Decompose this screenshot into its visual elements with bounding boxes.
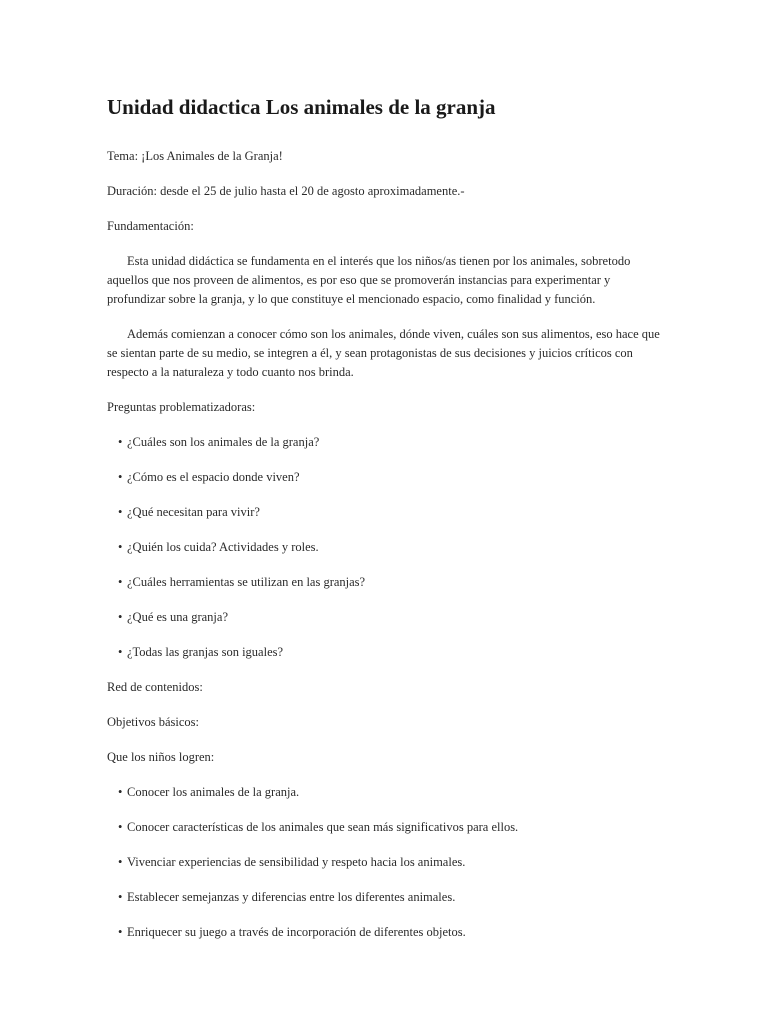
bullet-icon: • xyxy=(118,820,123,834)
list-item xyxy=(107,643,667,662)
list-item xyxy=(107,538,667,557)
pregunta-text: ¿Cómo es el espacio donde viven? xyxy=(127,470,300,484)
bullet-icon: • xyxy=(118,470,123,484)
list-item xyxy=(107,783,667,802)
bullet-icon: • xyxy=(118,925,123,939)
bullet-icon: • xyxy=(118,540,123,554)
pregunta-text: ¿Qué es una granja? xyxy=(127,610,228,624)
bullet-icon: • xyxy=(118,890,123,904)
bullet-icon: • xyxy=(118,505,123,519)
pregunta-text: ¿Quién los cuida? Actividades y roles. xyxy=(127,540,319,554)
bullet-icon: • xyxy=(118,610,123,624)
preguntas-list xyxy=(107,433,667,662)
bullet-icon: • xyxy=(118,785,123,799)
objetivo-text: Enriquecer su juego a través de incorporación de diferentes objetos. xyxy=(127,925,466,939)
objetivo-text: Conocer características de los animales que sean más significativos para ellos. xyxy=(127,820,519,834)
pregunta-text: ¿Cuáles herramientas se utilizan en las granjas? xyxy=(127,575,366,589)
list-item xyxy=(107,853,667,872)
fundamentacion-paragraph-2: Además comienzan a conocer cómo son los animales, dónde viven, cuáles son sus alimentos, eso hace que se sientan parte de su medio, se integren a él, y sean protagonistas de sus decisiones y juicios críticos con respecto a la naturaleza y todo cuanto nos brinda. xyxy=(107,327,660,379)
list-item xyxy=(107,573,667,592)
fundamentacion-paragraph-1: Esta unidad didáctica se fundamenta en el interés que los niños/as tienen por los animales, sobretodo aquellos que nos proveen de alimentos, es por eso que se promoverán instancias para experimentar y profundizar sobre la granja, y lo que constituye el mencionado espacio, como finalidad y función. xyxy=(107,254,631,306)
document-content xyxy=(107,94,667,958)
list-item xyxy=(107,468,667,487)
list-item xyxy=(107,923,667,942)
pregunta-text: ¿Qué necesitan para vivir? xyxy=(127,505,260,519)
bullet-icon: • xyxy=(118,575,123,589)
list-item xyxy=(107,433,667,452)
logren-heading: Que los niños logren: xyxy=(107,750,215,764)
bullet-icon: • xyxy=(118,645,123,659)
pregunta-text: ¿Cuáles son los animales de la granja? xyxy=(127,435,320,449)
objetivos-list xyxy=(107,783,667,942)
objetivo-text: Vivenciar experiencias de sensibilidad y respeto hacia los animales. xyxy=(127,855,466,869)
preguntas-heading: Preguntas problematizadoras: xyxy=(107,400,256,414)
objetivo-text: Establecer semejanzas y diferencias entre los diferentes animales. xyxy=(127,890,456,904)
list-item xyxy=(107,888,667,907)
objetivos-heading: Objetivos básicos: xyxy=(107,715,200,729)
duracion-line: Duración: desde el 25 de julio hasta el 20 de agosto aproximadamente.- xyxy=(107,184,465,198)
tema-line: Tema: ¡Los Animales de la Granja! xyxy=(107,149,283,163)
list-item xyxy=(107,608,667,627)
document-title: Unidad didactica Los animales de la granja xyxy=(107,95,496,119)
pregunta-text: ¿Todas las granjas son iguales? xyxy=(127,645,284,659)
objetivo-text: Conocer los animales de la granja. xyxy=(127,785,300,799)
fundamentacion-heading: Fundamentación: xyxy=(107,219,194,233)
list-item xyxy=(107,818,667,837)
list-item xyxy=(107,503,667,522)
bullet-icon: • xyxy=(118,435,123,449)
bullet-icon: • xyxy=(118,855,123,869)
red-contenidos-heading: Red de contenidos: xyxy=(107,680,203,694)
